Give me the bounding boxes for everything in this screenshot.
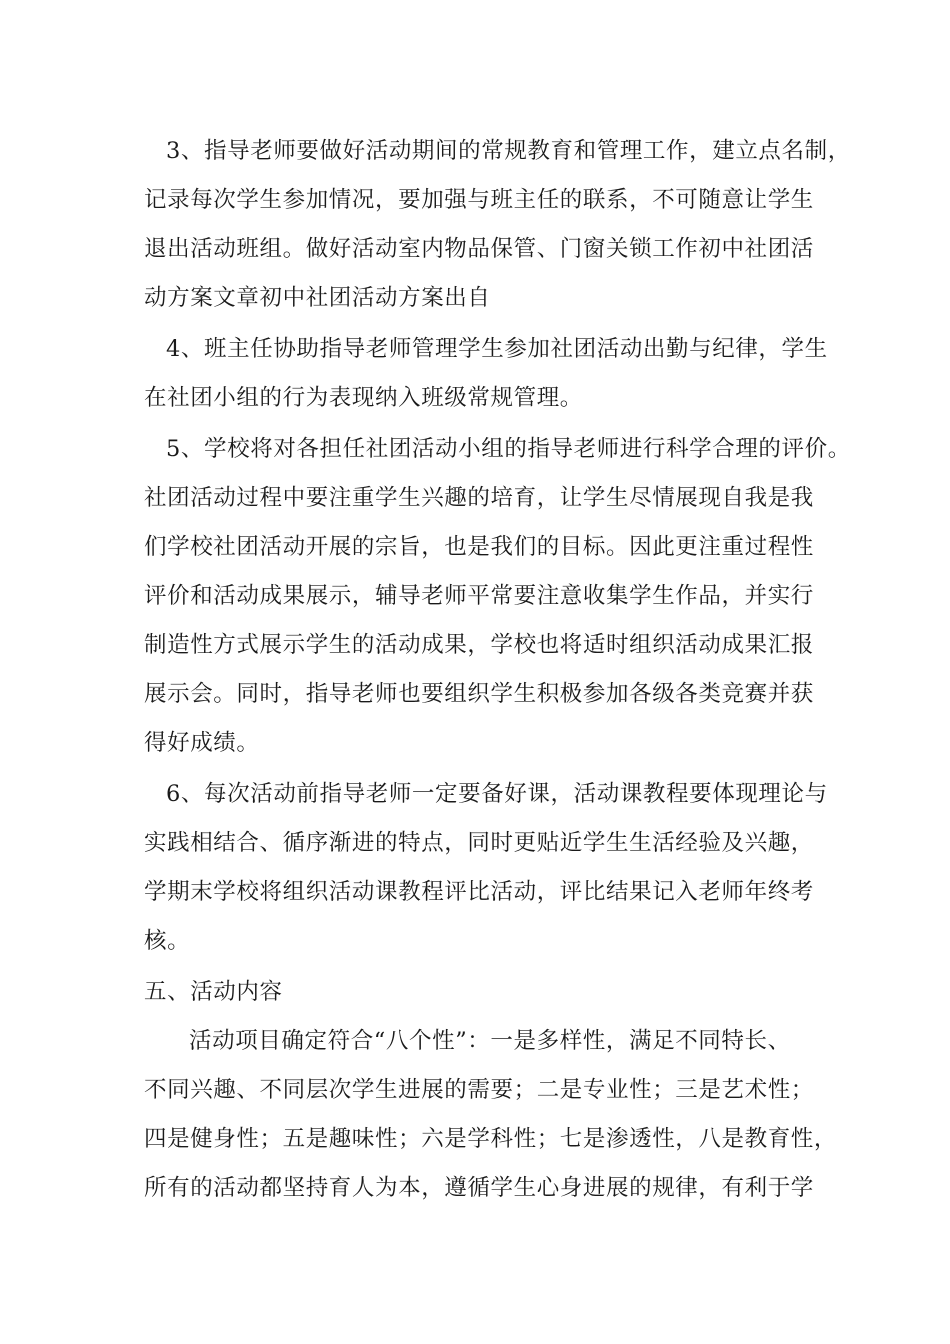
content-paragraph-line-1: 活动项目确定符合“八个性”：一是多样性，满足不同特长、 — [189, 1028, 791, 1054]
paragraph-5-line-5: 制造性方式展示学生的活动成果，学校也将适时组织活动成果汇报 — [144, 632, 814, 658]
paragraph-3-line-3: 退出活动班组。做好活动室内物品保管、门窗关锁工作初中社团活 — [144, 236, 814, 262]
paragraph-3-line-2: 记录每次学生参加情况，要加强与班主任的联系，不可随意让学生 — [144, 187, 814, 213]
paragraph-5-line-7: 得好成绩。 — [144, 730, 260, 756]
paragraph-4-line-2: 在社团小组的行为表现纳入班级常规管理。 — [144, 385, 583, 411]
paragraph-6-line-1: 6、每次活动前指导老师一定要备好课，活动课教程要体现理论与 — [166, 781, 828, 807]
paragraph-6-line-4: 核。 — [144, 928, 191, 954]
paragraph-6-line-2: 实践相结合、循序渐进的特点，同时更贴近学生生活经验及兴趣， — [144, 830, 814, 856]
paragraph-3-line-1: 3、指导老师要做好活动期间的常规教育和管理工作，建立点名制， — [166, 138, 851, 164]
paragraph-5-line-2: 社团活动过程中要注重学生兴趣的培育，让学生尽情展现自我是我 — [144, 485, 814, 511]
content-paragraph-line-2: 不同兴趣、不同层次学生进展的需要；二是专业性；三是艺术性； — [144, 1077, 814, 1103]
section-heading-activity-content: 五、活动内容 — [144, 979, 283, 1005]
paragraph-4-line-1: 4、班主任协助指导老师管理学生参加社团活动出勤与纪律，学生 — [166, 336, 828, 362]
paragraph-3-line-4: 动方案文章初中社团活动方案出自 — [144, 285, 491, 311]
paragraph-5-line-4: 评价和活动成果展示，辅导老师平常要注意收集学生作品，并实行 — [144, 583, 814, 609]
paragraph-5-line-1: 5、学校将对各担任社团活动小组的指导老师进行科学合理的评价。 — [166, 436, 851, 462]
content-paragraph-line-4: 所有的活动都坚持育人为本，遵循学生心身进展的规律，有利于学 — [144, 1175, 814, 1201]
paragraph-6-line-3: 学期末学校将组织活动课教程评比活动，评比结果记入老师年终考 — [144, 879, 814, 905]
paragraph-5-line-6: 展示会。同时，指导老师也要组织学生积极参加各级各类竞赛并获 — [144, 681, 814, 707]
paragraph-5-line-3: 们学校社团活动开展的宗旨，也是我们的目标。因此更注重过程性 — [144, 534, 814, 560]
content-paragraph-line-3: 四是健身性；五是趣味性；六是学科性；七是渗透性，八是教育性， — [144, 1126, 838, 1152]
